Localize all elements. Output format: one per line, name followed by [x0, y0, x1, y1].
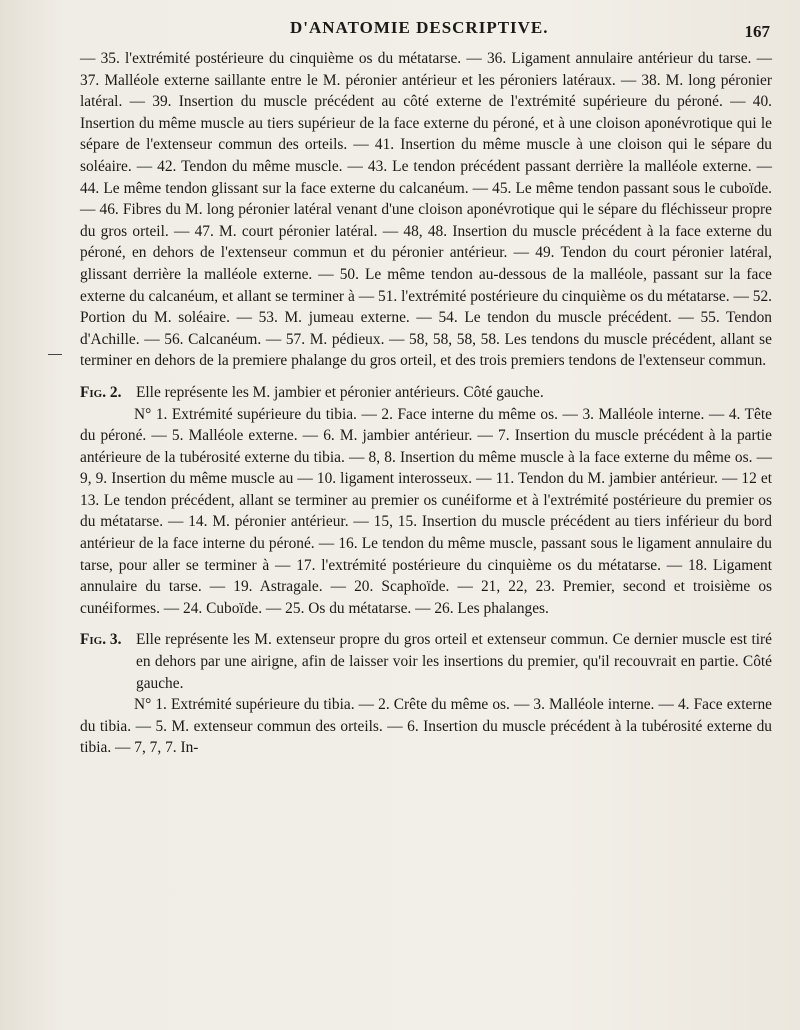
paragraph-gap [80, 372, 772, 382]
paragraph-gap [80, 619, 772, 629]
figure-3-caption-text: Elle représente les M. extenseur propre du gros orteil et extenseur commun. Ce dernier muscle est tiré en dehors par une airigne, afin de laisser voir les insertions du premier, qu'il recouvrait en partie. Côté gauche. [136, 631, 772, 692]
figure-2-caption [80, 382, 772, 404]
running-head: D'ANATOMIE DESCRIPTIVE. [290, 18, 549, 37]
page-body [80, 48, 772, 759]
figure-3-caption [80, 629, 772, 694]
figure-2-caption-text: Elle représente les M. jambier et péronier antérieurs. Côté gauche. [136, 383, 544, 401]
figure-2-label: Fig. 2. [80, 383, 122, 401]
page-header [0, 10, 800, 40]
figure-3-label: Fig. 3. [80, 631, 122, 649]
figure-2-legend: N° 1. Extrémité supérieure du tibia. — 2. Face interne du même os. — 3. Malléole interne. — 4. Tête du péroné. — 5. Malléole externe. — 6. M. jambier antérieur. — 7. Insertion du muscle précédent à la partie antérieure de la tubérosité externe du tibia. — 8, 8. Insertion du même muscle à la face externe du même os. — 9, 9. Insertion du même muscle au — 10. ligament interosseux. — 11. Tendon du M. jambier antérieur. — 12 et 13. Le tendon précédent, allant se terminer au premier os cunéiforme et à l'extrémité postérieure du premier os du métatarse. — 14. M. péronier antérieur. — 15, 15. Insertion du muscle précédent au tiers inférieur du bord antérieur de la face interne du péroné. — 16. Le tendon du même muscle, passant sous le ligament annulaire du tarse, pour aller se terminer à — 17. l'extrémité postérieure du cinquième os du métatarse. — 18. Ligament annulaire du tarse. — 19. Astragale. — 20. Scaphoïde. — 21, 22, 23. Premier, second et troisième os cunéiformes. — 24. Cuboïde. — 25. Os du métatarse. — 26. Les phalanges. [80, 405, 772, 617]
legend-continuation: — 35. l'extrémité postérieure du cinquième os du métatarse. — 36. Ligament annulaire antérieur du tarse. — 37. Malléole externe saillante entre le M. péronier antérieur et les péroniers latéraux. — 38. M. long péronier latéral. — 39. Insertion du muscle précédent au côté externe de l'extrémité supérieure du péroné. — 40. Insertion du même muscle au tiers supérieur de la face externe du péroné, et à une cloison aponévrotique qui le sépare de l'extenseur commun des orteils. — 41. Insertion du même muscle à une cloison qui le sépare du soléaire. — 42. Tendon du même muscle. — 43. Le tendon précédent passant derrière la malléole externe. — 44. Le même tendon glissant sur la face externe du calcanéum. — 45. Le même tendon passant sous le cuboïde. — 46. Fibres du M. long péronier latéral venant d'une cloison aponévrotique qui le sépare du fléchisseur propre du gros orteil. — 47. M. court péronier latéral. — 48, 48. Insertion du muscle précédent à la face externe du péroné, en dehors de l'extenseur commun et du péronier antérieur. — 49. Tendon du court péronier latéral, glissant derrière la malléole externe. — 50. Le même tendon au-dessous de la malléole, passant sur la face externe du calcanéum, et allant se terminer à — 51. l'extrémité postérieure du cinquième os du métatarse. — 52. Portion du M. soléaire. — 53. M. jumeau externe. — 54. Le tendon du muscle précédent. — 55. Tendon d'Achille. — 56. Calcanéum. — 57. M. pédieux. — 58, 58, 58, 58. Les tendons du muscle précédent, allant se terminer en dehors de la premiere phalange du gros orteil, et des trois premiers tendons de l'extenseur commun. [80, 50, 772, 370]
margin-mark [48, 354, 62, 355]
figure-3-legend: N° 1. Extrémité supérieure du tibia. — 2. Crête du même os. — 3. Malléole interne. — 4. Face externe du tibia. — 5. M. extenseur commun des orteils. — 6. Insertion du muscle précédent à la tubérosité externe du tibia. — 7, 7, 7. In- [80, 696, 772, 757]
page-number: 167 [744, 22, 770, 41]
